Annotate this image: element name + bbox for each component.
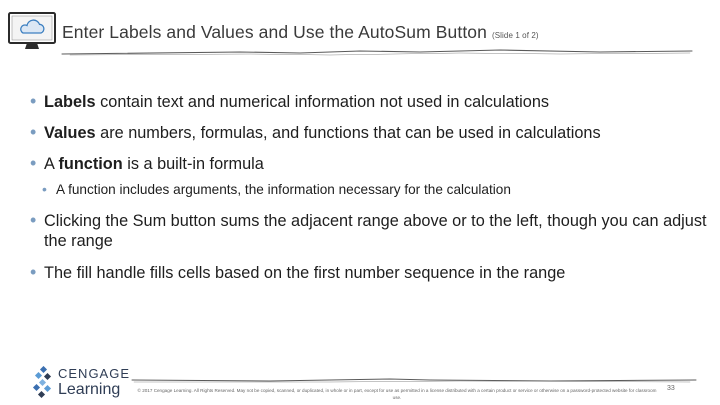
copyright-notice: © 2017 Cengage Learning. All Rights Reserved. May not be copied, scanned, or duplicated, in whole or in part, except for use as permitted in a license distributed with a certain product or service or otherwise on a password-protected website for classroom use. bbox=[137, 388, 657, 400]
bullet-marker: • bbox=[30, 122, 37, 142]
bullet-values bbox=[28, 123, 708, 143]
bullet-labels bbox=[28, 92, 708, 112]
bullet-text: is a built-in formula bbox=[122, 155, 264, 173]
term-labels: Labels bbox=[44, 93, 96, 111]
bullet-function bbox=[28, 154, 708, 174]
bullet-list bbox=[28, 92, 708, 294]
bullet-text: Clicking the Sum button sums the adjacent range above or to the left, though you can adjust the range bbox=[44, 212, 707, 250]
logo-text-cengage: CENGAGE bbox=[58, 366, 131, 381]
bullet-marker: • bbox=[30, 91, 37, 111]
bullet-text: are numbers, formulas, and functions that can be used in calculations bbox=[95, 124, 601, 142]
header-rule bbox=[0, 44, 720, 66]
term-function: function bbox=[58, 155, 123, 173]
bullet-text: contain text and numerical information not used in calculations bbox=[95, 93, 550, 111]
slide-title-block bbox=[62, 22, 539, 43]
bullet-text-prefix: A bbox=[44, 155, 59, 173]
sub-bullet-marker: • bbox=[42, 181, 47, 197]
sub-bullet-text: A function includes arguments, the information necessary for the calculation bbox=[56, 182, 511, 197]
cengage-mark-icon bbox=[32, 366, 54, 400]
term-values: Values bbox=[44, 124, 96, 142]
page-number: 33 bbox=[667, 385, 675, 392]
bullet-marker: • bbox=[30, 262, 37, 282]
logo-text-learning: Learning bbox=[58, 381, 121, 398]
cengage-logo bbox=[32, 366, 132, 400]
slide-title: Enter Labels and Values and Use the AutoSum Button bbox=[62, 22, 487, 42]
bullet-marker: • bbox=[30, 153, 37, 173]
bullet-marker: • bbox=[30, 210, 37, 230]
bullet-text: The fill handle fills cells based on the first number sequence in the range bbox=[44, 264, 566, 282]
sub-bullet-arguments bbox=[28, 181, 708, 199]
footer-rule bbox=[130, 372, 700, 388]
bullet-sum-button bbox=[28, 211, 708, 251]
slide-subtitle: (Slide 1 of 2) bbox=[491, 31, 539, 40]
bullet-fill-handle bbox=[28, 263, 708, 283]
